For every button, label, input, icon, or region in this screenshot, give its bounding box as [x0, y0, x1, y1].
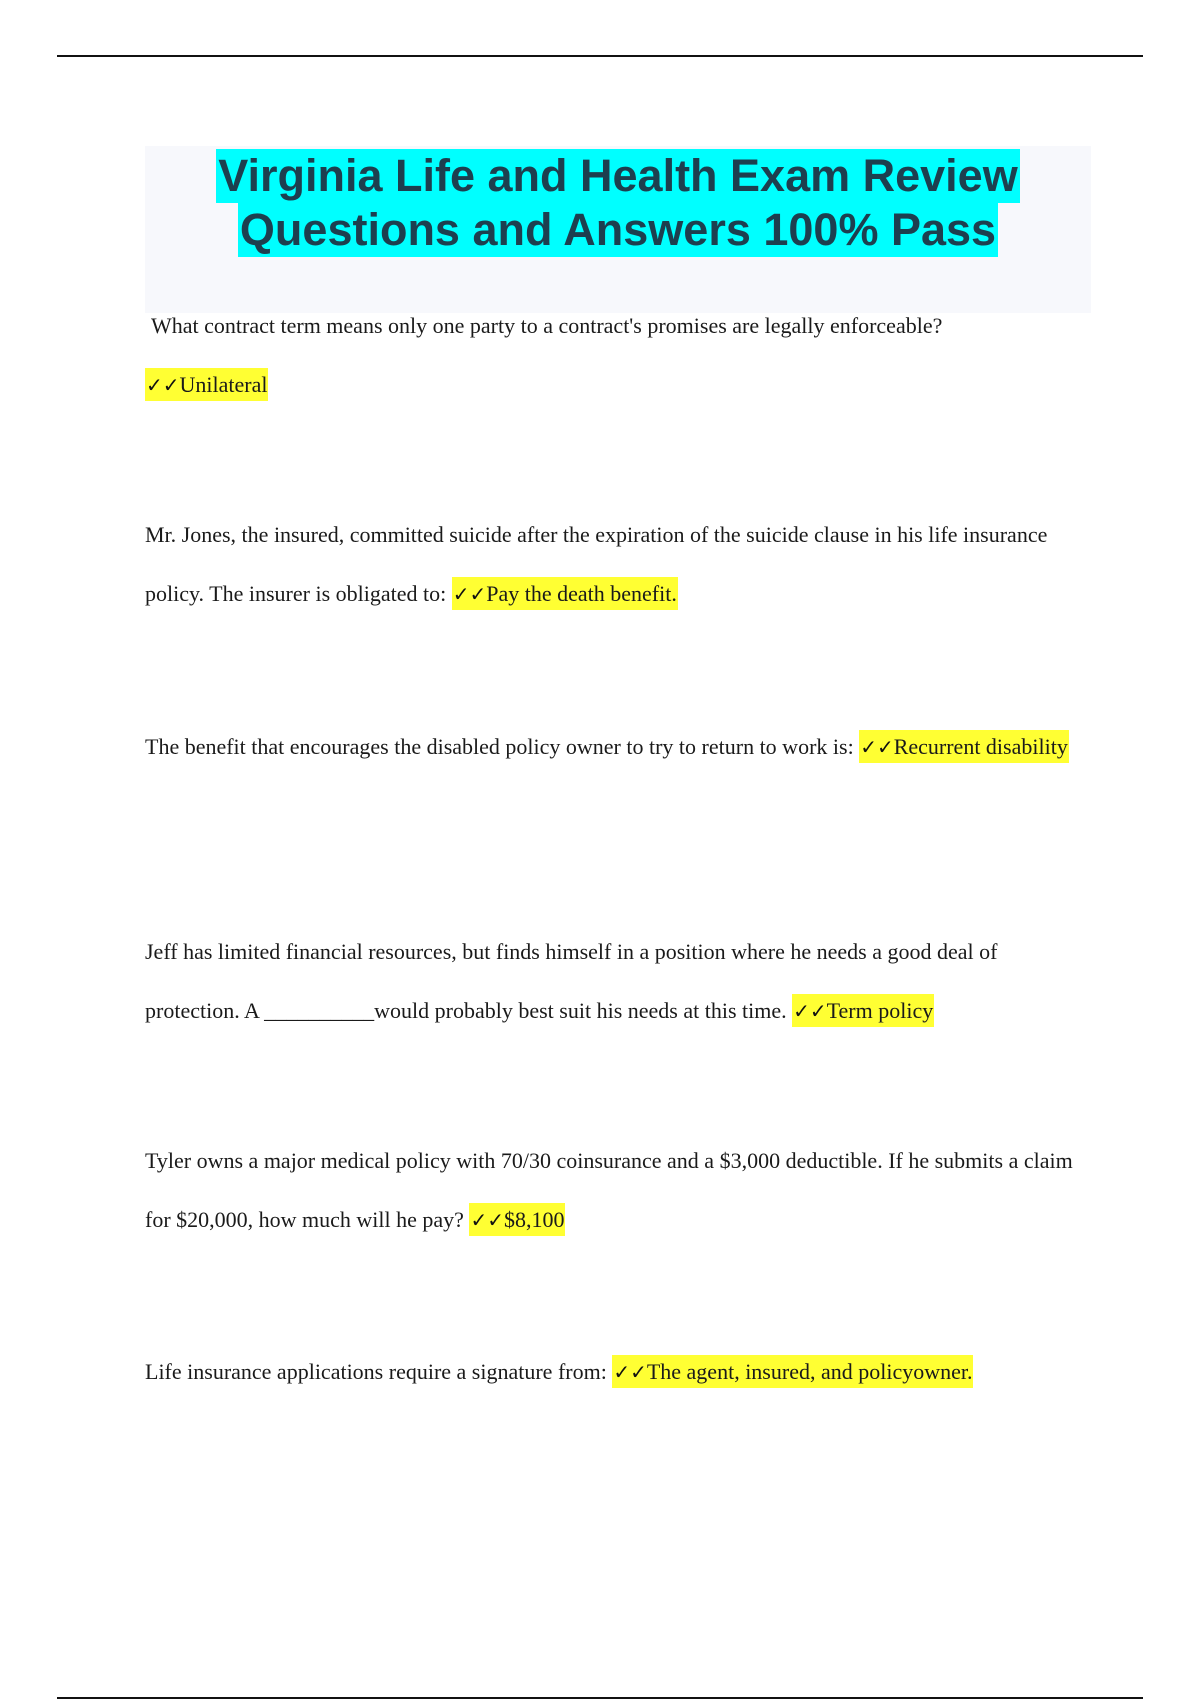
qa-item	[145, 296, 1095, 415]
double-check-icon: ✓✓	[470, 1208, 504, 1232]
qa-item	[145, 1131, 1095, 1250]
document-title-block	[145, 146, 1091, 313]
answer-highlight	[452, 577, 678, 610]
header-rule	[57, 55, 1143, 57]
answer-highlight	[612, 1355, 973, 1388]
answer-highlight	[145, 368, 268, 401]
answer-text: The agent, insured, and policyowner.	[646, 1359, 973, 1384]
double-check-icon: ✓✓	[793, 999, 827, 1023]
answer-text: Unilateral	[179, 372, 268, 397]
question-text: Life insurance applications require a signature from:	[145, 1359, 613, 1384]
answer-text: Recurrent disability	[893, 734, 1068, 759]
qa-item	[145, 1342, 1095, 1402]
double-check-icon: ✓✓	[613, 1360, 647, 1384]
answer-highlight	[859, 730, 1069, 763]
question-text: Tyler owns a major medical policy with 70/30 coinsurance and a $3,000 deductible. If he submits a claim for $20,000, how much will he pay?	[145, 1148, 1073, 1232]
answer-text: Term policy	[826, 998, 934, 1023]
question-text: Jeff has limited financial resources, but finds himself in a position where he needs a good deal of protection. A __________would probably best suit his needs at this time.	[145, 939, 998, 1023]
double-check-icon: ✓✓	[860, 735, 894, 759]
answer-highlight	[792, 994, 934, 1027]
double-check-icon: ✓✓	[452, 582, 487, 606]
answer-text: $8,100	[503, 1207, 565, 1232]
qa-item	[145, 717, 1095, 777]
document-title-line-1: Virginia Life and Health Exam Review	[218, 150, 1018, 201]
double-check-icon: ✓✓	[146, 373, 180, 397]
footer-rule	[57, 1697, 1143, 1699]
question-text: What contract term means only one party to a contract's promises are legally enforceable?	[151, 313, 943, 338]
qa-item	[145, 505, 1095, 624]
question-text: The benefit that encourages the disabled policy owner to try to return to work is:	[145, 734, 860, 759]
qa-item	[145, 922, 1095, 1041]
answer-highlight	[469, 1203, 565, 1236]
answer-text: Pay the death benefit.	[486, 581, 677, 606]
document-title-line-2: Questions and Answers 100% Pass	[239, 204, 997, 255]
question-text: Mr. Jones, the insured, committed suicide after the expiration of the suicide clause in his life insurance policy. The insurer is obligated to:	[145, 522, 1048, 606]
